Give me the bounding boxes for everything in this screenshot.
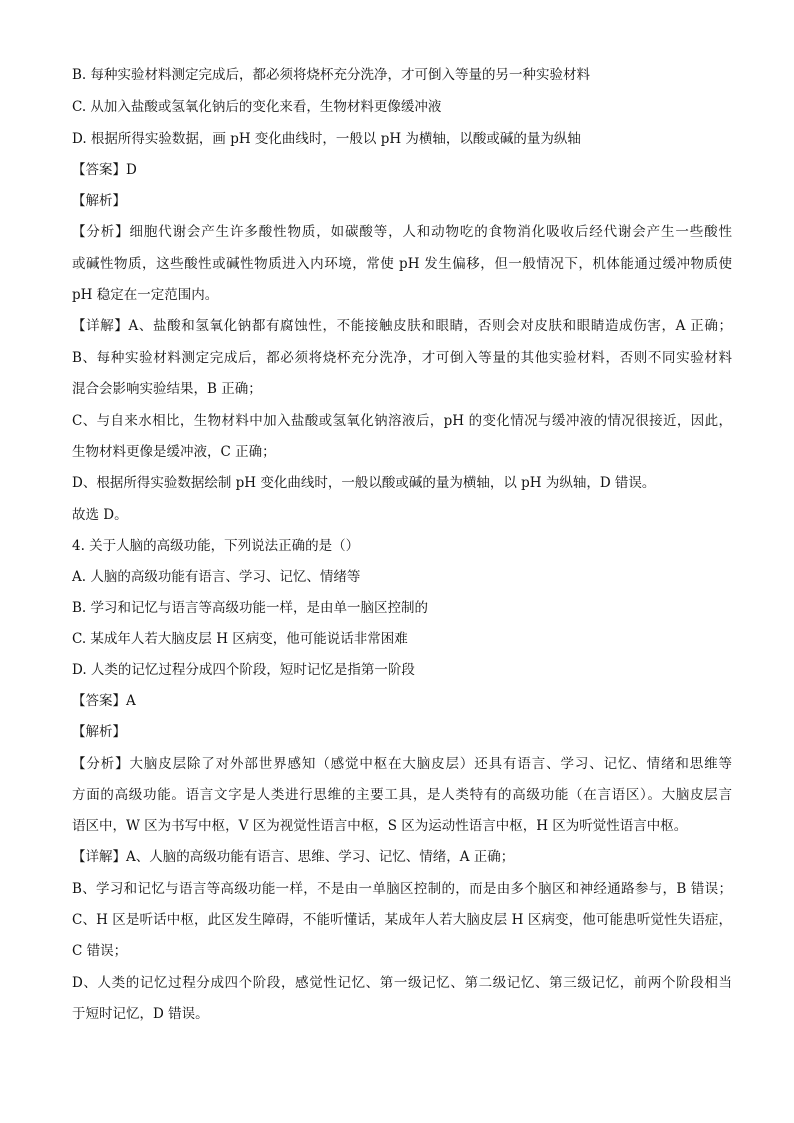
detail-text-line: C 错误； <box>72 943 128 959</box>
detail-text-line: 于短时记忆，D 错误。 <box>72 1006 209 1022</box>
analysis-text-line: 【分析】大脑皮层除了对外部世界感知（感觉中枢在大脑皮层）还具有语言、学习、记忆、情绪和思维等 <box>72 756 732 772</box>
answer-q3: 【答案】D <box>72 162 137 178</box>
detail-text-line: 【详解】A、人脑的高级功能有语言、思维、学习、记忆、情绪，A 正确； <box>72 849 515 865</box>
option-d-q3: D. 根据所得实验数据，画 pH 变化曲线时，一般以 pH 为横轴，以酸或碱的量为纵轴 <box>72 131 581 147</box>
option-b-q3: B. 每种实验材料测定完成后，都必须将烧杯充分洗净，才可倒入等量的另一种实验材料 <box>72 67 591 83</box>
detail-text-line: D、人类的记忆过程分成四个阶段，感觉性记忆、第一级记忆、第二级记忆、第三级记忆，前两个阶段相当 <box>72 975 732 991</box>
question-4-stem: 4. 关于人脑的高级功能，下列说法正确的是（） <box>72 538 360 554</box>
analysis-heading-q3: 【解析】 <box>72 193 126 209</box>
analysis-text-line: pH 稳定在一定范围内。 <box>72 287 219 303</box>
detail-text-line: 生物材料更像是缓冲液，C 正确； <box>72 444 276 460</box>
detail-text-line: B、每种实验材料测定完成后，都必须将烧杯充分洗净，才可倒入等量的其他实验材料，否则不同实验材料 <box>72 350 732 366</box>
detail-text-line: 【详解】A、盐酸和氢氧化钠都有腐蚀性，不能接触皮肤和眼睛，否则会对皮肤和眼睛造成伤害，A 正确； <box>72 318 732 334</box>
detail-text-line: C、与自来水相比，生物材料中加入盐酸或氢氧化钠溶液后，pH 的变化情况与缓冲液的情况很接近，因此， <box>72 413 732 429</box>
detail-text-line: 混合会影响实验结果，B 正确； <box>72 381 262 397</box>
detail-text-line: C、H 区是听话中枢，此区发生障碍，不能听懂话，某成年人若大脑皮层 H 区病变，他可能患听觉性失语症， <box>72 912 732 928</box>
detail-text-line: B、学习和记忆与语言等高级功能一样，不是由一单脑区控制的，而是由多个脑区和神经通路参与，B 错误； <box>72 881 732 897</box>
answer-q4: 【答案】A <box>72 693 136 709</box>
conclusion-q3: 故选 D。 <box>72 507 128 523</box>
option-d-q4: D. 人类的记忆过程分成四个阶段，短时记忆是指第一阶段 <box>72 662 415 678</box>
analysis-text-line: 语区中，W 区为书写中枢，V 区为视觉性语言中枢，S 区为运动性语言中枢，H 区为听觉性语言中枢。 <box>72 818 688 834</box>
option-c-q4: C. 某成年人若大脑皮层 H 区病变，他可能说话非常困难 <box>72 631 408 647</box>
detail-text-line: D、根据所得实验数据绘制 pH 变化曲线时，一般以酸或碱的量为横轴，以 pH 为纵轴，D 错误。 <box>72 475 656 491</box>
analysis-text-line: 【分析】细胞代谢会产生许多酸性物质，如碳酸等，人和动物吃的食物消化吸收后经代谢会产生一些酸性 <box>72 224 732 240</box>
option-c-q3: C. 从加入盐酸或氢氧化钠后的变化来看，生物材料更像缓冲液 <box>72 99 442 115</box>
analysis-heading-q4: 【解析】 <box>72 724 126 740</box>
option-b-q4: B. 学习和记忆与语言等高级功能一样，是由单一脑区控制的 <box>72 600 429 616</box>
analysis-text-line: 方面的高级功能。语言文字是人类进行思维的主要工具，是人类特有的高级功能（在言语区）。大脑皮层言 <box>72 787 732 803</box>
option-a-q4: A. 人脑的高级功能有语言、学习、记忆、情绪等 <box>72 569 361 585</box>
analysis-text-line: 或碱性物质，这些酸性或碱性物质进入内环境，常使 pH 发生偏移，但一般情况下，机体能通过缓冲物质使 <box>72 256 732 272</box>
